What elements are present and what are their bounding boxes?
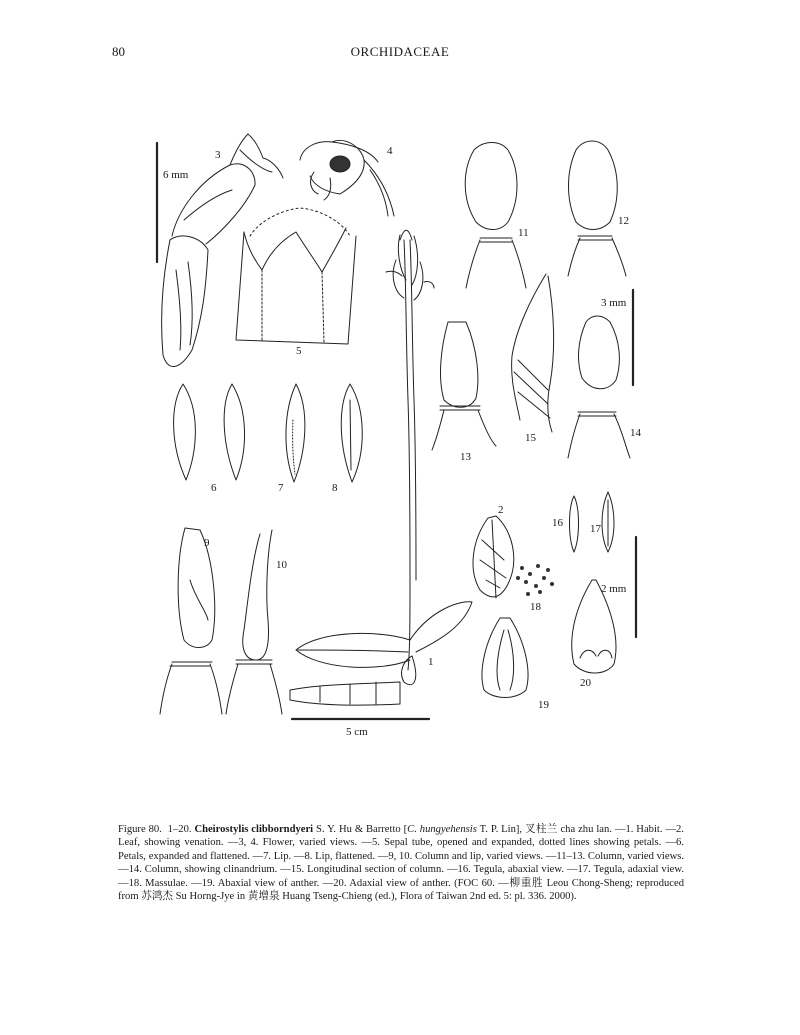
fig-label-16: 16 — [552, 517, 563, 529]
figure-caption — [118, 823, 684, 903]
caption-body: —1. Habit. —2. Leaf, showing venation. —3, 4. Flower, varied views. —5. Sepal tube, opened and expanded, dotted lines showing petals. —6. Petals, expanded and flattened. —7. Lip. —8. Lip, flattened. —9, 10. Column and lip, varied views. —11–13. Column, varied views. —14. Column, showing clinandrium. —15. Longitudinal section of column. —16. Tegula, abaxial view. —17. Tegula, adaxial view. —18. Massulae. —19. Abaxial view of anther. —20. Adaxial view of anther. (FOC 60. —柳重胜 Leou Chong-Sheng; reproduced from 苏鸿杰 Su Horng-Jye in 黄增泉 Huang Tseng-Chieng (ed.), Flora of Taiwan 2nd ed. 5: pl. 336. 2000). — [118, 824, 684, 903]
fig-label-4: 4 — [387, 145, 393, 157]
fig4-flower — [300, 140, 394, 216]
fig-label-1: 1 — [428, 656, 434, 668]
fig2-leaf — [473, 516, 514, 598]
caption-authority: S. Y. Hu & Barretto [ — [316, 824, 408, 835]
fig-label-10: 10 — [276, 559, 287, 571]
fig11-column — [465, 143, 526, 289]
fig-label-18: 18 — [530, 601, 541, 613]
fig8-lip — [341, 384, 362, 482]
fig13-column — [432, 322, 496, 450]
fig-label-6: 6 — [211, 482, 217, 494]
scale-label-3mm: 3 mm — [601, 297, 627, 309]
fig6-petals — [174, 384, 245, 480]
fig14-column — [568, 316, 630, 458]
fig-label-20: 20 — [580, 677, 591, 689]
fig17-tegula — [602, 492, 614, 552]
fig-label-5: 5 — [296, 345, 302, 357]
fig-label-2: 2 — [498, 504, 504, 516]
fig16-tegula — [570, 496, 579, 552]
fig-label-7: 7 — [278, 482, 284, 494]
fig-label-11: 11 — [518, 227, 529, 239]
caption-synonym: C. hungyehensis — [407, 824, 477, 835]
scale-label-2mm: 2 mm — [601, 583, 627, 595]
fig-label-9: 9 — [204, 537, 210, 549]
scale-label-6mm: 6 mm — [163, 169, 189, 181]
scale-label-5cm: 5 cm — [346, 726, 368, 738]
caption-species: Cheirostylis clibborndyeri — [194, 824, 314, 835]
fig-label-12: 12 — [618, 215, 629, 227]
fig-label-13: 13 — [460, 451, 471, 463]
fig10-column-lip — [226, 530, 282, 714]
fig-label-19: 19 — [538, 699, 549, 711]
fig-label-14: 14 — [630, 427, 641, 439]
fig19-anther — [482, 618, 528, 698]
page-number: 80 — [112, 44, 125, 59]
fig-label-17: 17 — [590, 523, 601, 535]
fig5-sepal-tube — [236, 208, 356, 344]
caption-figure-ref: Figure 80. — [118, 824, 162, 835]
caption-range: 1–20. — [167, 824, 192, 835]
fig7-lip — [286, 384, 305, 482]
fig18-massulae — [516, 564, 554, 596]
fig-label-3: 3 — [215, 149, 221, 161]
fig1-habit — [290, 230, 472, 705]
fig-label-8: 8 — [332, 482, 338, 494]
fig15-section — [512, 274, 554, 432]
fig9-column-lip — [160, 528, 222, 714]
fig-label-15: 15 — [525, 432, 536, 444]
fig12-column — [568, 141, 626, 276]
running-head: ORCHIDACEAE — [350, 44, 450, 59]
caption-synonym-authority: T. P. Lin], 叉柱兰 cha zhu lan. — [479, 824, 612, 835]
